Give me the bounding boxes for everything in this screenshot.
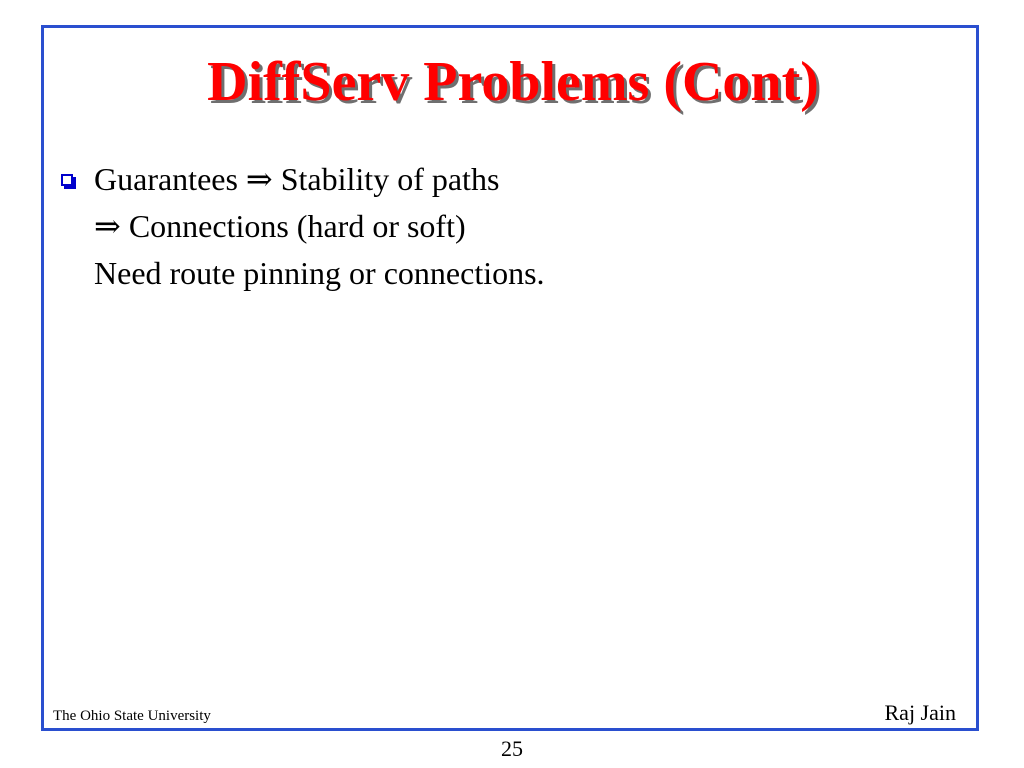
footer-author: Raj Jain [884, 700, 956, 725]
bullet-line-1: Guarantees ⇒ Stability of paths [94, 161, 500, 197]
bullet-line-2: ⇒ Connections (hard or soft) [94, 208, 466, 244]
slide-title: DiffServ Problems (Cont) [207, 51, 819, 113]
footer-institution: The Ohio State University [53, 708, 211, 724]
bullet-item [54, 156, 954, 297]
bullet-line-3: Need route pinning or connections. [94, 255, 545, 291]
square-bullet-icon [61, 174, 73, 186]
slide-frame [41, 25, 979, 731]
page-number: 25 [501, 736, 523, 761]
slide-content [54, 156, 954, 297]
